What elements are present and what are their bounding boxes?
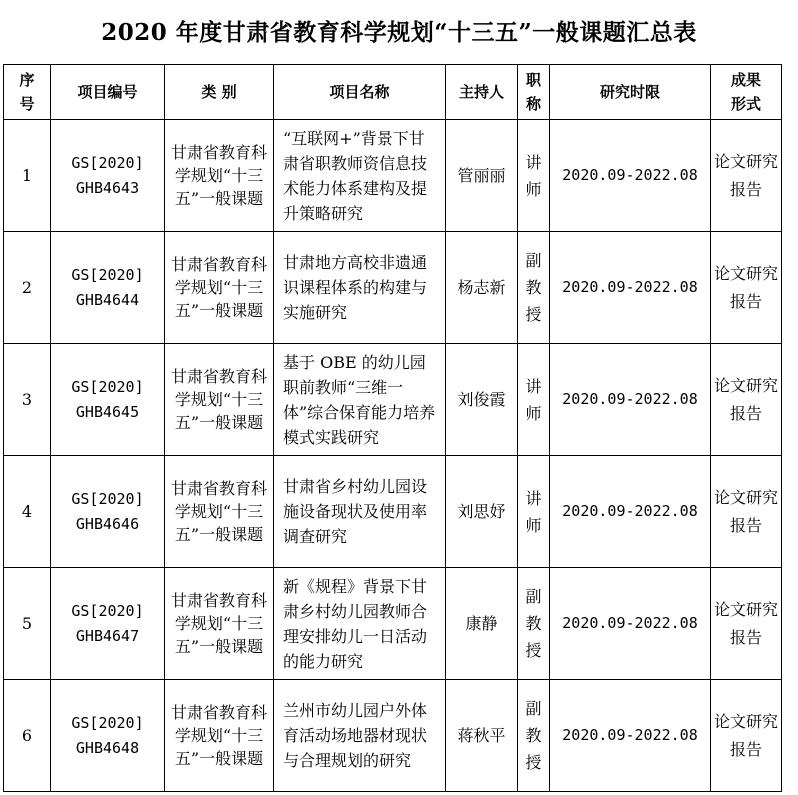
cell-host: 刘俊霞: [446, 344, 518, 456]
cell-output: 论文研究报告: [711, 680, 782, 792]
cell-host: 蒋秋平: [446, 680, 518, 792]
cell-output: 论文研究报告: [711, 120, 782, 232]
cell-title: 副教授: [518, 232, 550, 344]
cell-title: 讲师: [518, 120, 550, 232]
cell-category: 甘肃省教育科学规划“十三五”一般课题: [165, 232, 274, 344]
header-name: 项目名称: [274, 65, 446, 120]
cell-category: 甘肃省教育科学规划“十三五”一般课题: [165, 456, 274, 568]
cell-seq: 4: [4, 456, 51, 568]
cell-title: 讲师: [518, 344, 550, 456]
cell-host: 杨志新: [446, 232, 518, 344]
table-row: [4, 344, 782, 456]
cell-period: 2020.09-2022.08: [550, 120, 711, 232]
cell-project-name: 兰州市幼儿园户外体育活动场地器材现状与合理规划的研究: [274, 680, 446, 792]
cell-host: 康静: [446, 568, 518, 680]
cell-code: GS[2020] GHB4645: [51, 344, 165, 456]
table-row: [4, 232, 782, 344]
cell-host: 管丽丽: [446, 120, 518, 232]
cell-code: GS[2020] GHB4646: [51, 456, 165, 568]
cell-title: 副教授: [518, 568, 550, 680]
cell-code: GS[2020] GHB4648: [51, 680, 165, 792]
table-row: [4, 120, 782, 232]
cell-period: 2020.09-2022.08: [550, 232, 711, 344]
cell-period: 2020.09-2022.08: [550, 344, 711, 456]
header-category: 类 别: [165, 65, 274, 120]
cell-category: 甘肃省教育科学规划“十三五”一般课题: [165, 568, 274, 680]
header-title: 职称: [518, 65, 550, 120]
cell-title: 副教授: [518, 680, 550, 792]
cell-period: 2020.09-2022.08: [550, 456, 711, 568]
header-output: 成果形式: [711, 65, 782, 120]
cell-seq: 1: [4, 120, 51, 232]
cell-category: 甘肃省教育科学规划“十三五”一般课题: [165, 120, 274, 232]
cell-project-name: 基于 OBE 的幼儿园职前教师“三维一体”综合保育能力培养模式实践研究: [274, 344, 446, 456]
cell-project-name: 新《规程》背景下甘肃乡村幼儿园教师合理安排幼儿一日活动的能力研究: [274, 568, 446, 680]
cell-period: 2020.09-2022.08: [550, 568, 711, 680]
table-row: [4, 680, 782, 792]
header-period: 研究时限: [550, 65, 711, 120]
header-code: 项目编号: [51, 65, 165, 120]
cell-host: 刘思妤: [446, 456, 518, 568]
cell-output: 论文研究报告: [711, 344, 782, 456]
cell-category: 甘肃省教育科学规划“十三五”一般课题: [165, 680, 274, 792]
cell-project-name: 甘肃省乡村幼儿园设施设备现状及使用率调查研究: [274, 456, 446, 568]
cell-category: 甘肃省教育科学规划“十三五”一般课题: [165, 344, 274, 456]
cell-output: 论文研究报告: [711, 456, 782, 568]
cell-code: GS[2020] GHB4647: [51, 568, 165, 680]
cell-seq: 5: [4, 568, 51, 680]
cell-output: 论文研究报告: [711, 568, 782, 680]
cell-period: 2020.09-2022.08: [550, 680, 711, 792]
topics-table: [3, 64, 782, 792]
table-row: [4, 568, 782, 680]
cell-project-name: “互联网+”背景下甘肃省职教师资信息技术能力体系建构及提升策略研究: [274, 120, 446, 232]
cell-code: GS[2020] GHB4643: [51, 120, 165, 232]
cell-seq: 3: [4, 344, 51, 456]
document-title: 2020 年度甘肃省教育科学规划“十三五”一般课题汇总表: [101, 19, 697, 46]
cell-title: 讲师: [518, 456, 550, 568]
header-host: 主持人: [446, 65, 518, 120]
cell-output: 论文研究报告: [711, 232, 782, 344]
cell-project-name: 甘肃地方高校非遗通识课程体系的构建与实施研究: [274, 232, 446, 344]
header-seq: 序号: [4, 65, 51, 120]
cell-code: GS[2020] GHB4644: [51, 232, 165, 344]
cell-seq: 6: [4, 680, 51, 792]
cell-seq: 2: [4, 232, 51, 344]
table-row: [4, 456, 782, 568]
table-header-row: [4, 65, 782, 120]
